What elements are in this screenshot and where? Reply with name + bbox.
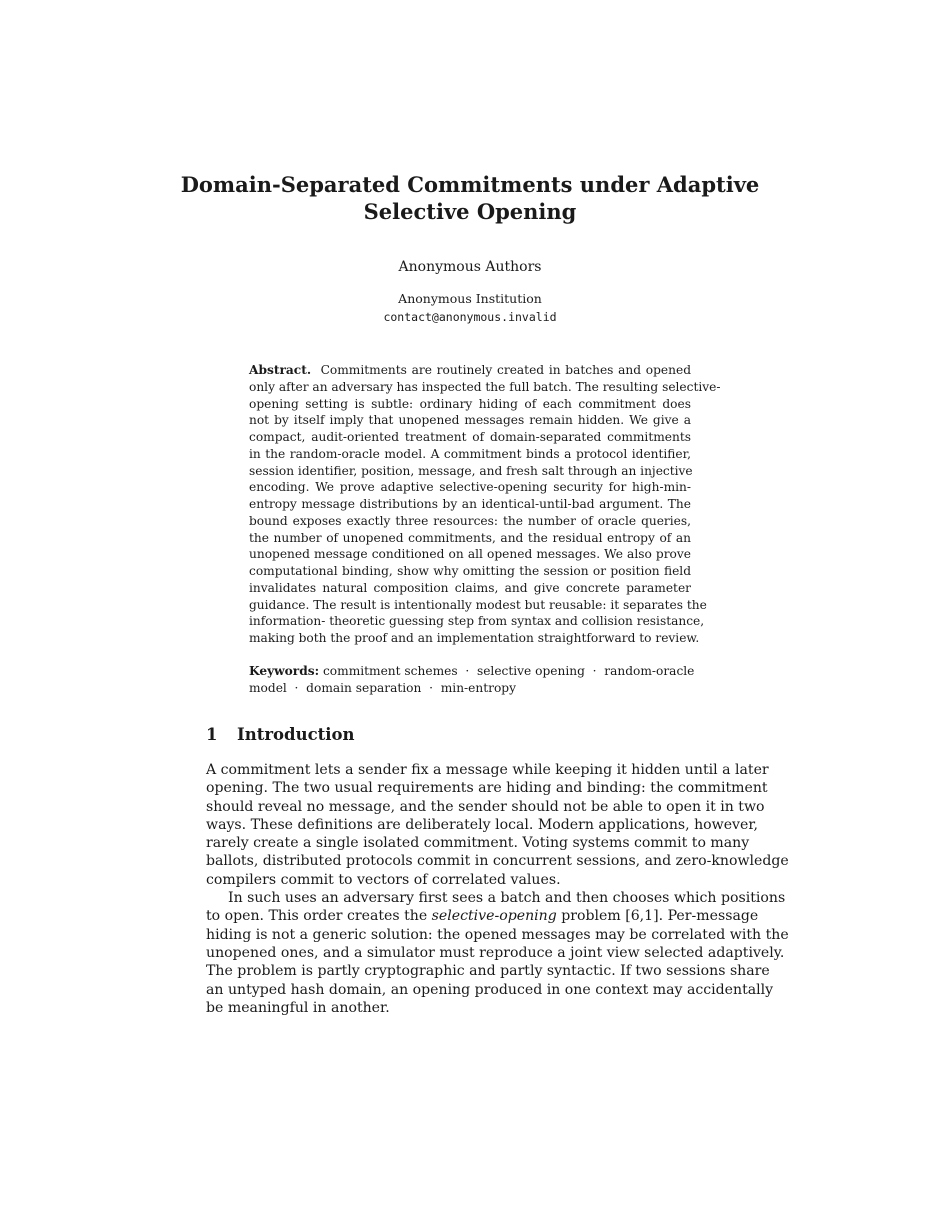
abstract-line: compact, audit-oriented treatment of domain-separated commitments <box>249 430 691 444</box>
abstract-line: the number of unopened commitments, and the residual entropy of an <box>249 530 691 545</box>
body-line: should reveal no message, and the sender should not be able to open it in two <box>206 798 765 815</box>
body-line: In such uses an adversary first sees a batch and then chooses which positions <box>228 890 786 907</box>
body-line: hiding is not a generic solution: the opened messages may be correlated with the <box>206 926 789 943</box>
keywords-line <box>249 663 695 680</box>
abstract-line: computational binding, show why omitting the session or position field <box>249 564 691 578</box>
abstract-line: unopened message conditioned on all opened messages. We also prove <box>249 547 691 562</box>
body-text-segment: to open. This order creates the <box>206 908 428 925</box>
abstract-line: in the random-oracle model. A commitment binds a protocol identifier, <box>249 446 691 461</box>
paper-title-line-2: Selective Opening <box>363 199 577 224</box>
section-number: 1 <box>206 725 218 744</box>
section-title: Introduction <box>237 725 355 744</box>
abstract-line: opening setting is subtle: ordinary hiding of each commitment does <box>249 396 691 411</box>
abstract-line <box>249 362 691 379</box>
paper-title-line-1: Domain-Separated Commitments under Adaptive <box>180 172 760 197</box>
abstract <box>249 362 721 647</box>
abstract-line: not by itself imply that unopened messages remain hidden. We give a <box>249 413 691 428</box>
abstract-line: guidance. The result is intentionally modest but reusable: it separates the <box>249 597 707 612</box>
abstract-line: information- theoretic guessing step from syntax and collision resistance, <box>249 614 705 629</box>
abstract-line: entropy message distributions by an identical-until-bad argument. The <box>249 497 691 511</box>
contact-email: contact@anonymous.invalid <box>383 310 557 324</box>
body-line: A commitment lets a sender fix a message while keeping it hidden until a later <box>206 762 769 778</box>
emphasis-term: selective-opening <box>431 908 557 925</box>
keywords-text: commitment schemes · selective opening · random-oracle <box>322 664 695 678</box>
section-heading <box>206 724 355 746</box>
body-line: rarely create a single isolated commitment. Voting systems commit to many <box>206 835 750 852</box>
abstract-line: making both the proof and an implementation straightforward to review. <box>249 631 700 645</box>
body-line: ways. These definitions are deliberately local. Modern applications, however, <box>206 816 759 833</box>
body-line: The problem is partly cryptographic and partly syntactic. If two sessions share <box>206 963 770 980</box>
paper-title <box>180 171 760 225</box>
abstract-text: Commitments are routinely created in batches and opened <box>320 363 692 377</box>
body-line: be meaningful in another. <box>206 999 390 1016</box>
abstract-line: session identifier, position, message, and fresh salt through an injective <box>249 463 693 478</box>
body-line <box>206 907 759 925</box>
body-line: an untyped hash domain, an opening produced in one context may accidentally <box>206 981 774 998</box>
section-body <box>206 761 789 1017</box>
keywords <box>249 663 695 697</box>
abstract-line: encoding. We prove adaptive selective-opening security for high-min- <box>249 480 691 495</box>
body-line: unopened ones, and a simulator must reproduce a joint view selected adaptively. <box>206 944 785 961</box>
abstract-label: Abstract. <box>249 363 312 377</box>
authors: Anonymous Authors <box>398 259 542 275</box>
abstract-line: only after an adversary has inspected the full batch. The resulting selective- <box>249 379 721 394</box>
body-line: ballots, distributed protocols commit in concurrent sessions, and zero-knowledge <box>206 853 789 870</box>
body-line: opening. The two usual requirements are hiding and binding: the commitment <box>206 780 768 797</box>
keywords-line: model · domain separation · min-entropy <box>249 680 516 695</box>
body-line: compilers commit to vectors of correlated values. <box>206 871 561 888</box>
institution: Anonymous Institution <box>398 291 542 306</box>
body-text-segment: problem [6,1]. Per-message <box>561 908 759 925</box>
abstract-line: invalidates natural composition claims, and give concrete parameter <box>249 580 691 595</box>
abstract-line: bound exposes exactly three resources: the number of oracle queries, <box>249 513 691 528</box>
keywords-label: Keywords: <box>249 664 320 678</box>
